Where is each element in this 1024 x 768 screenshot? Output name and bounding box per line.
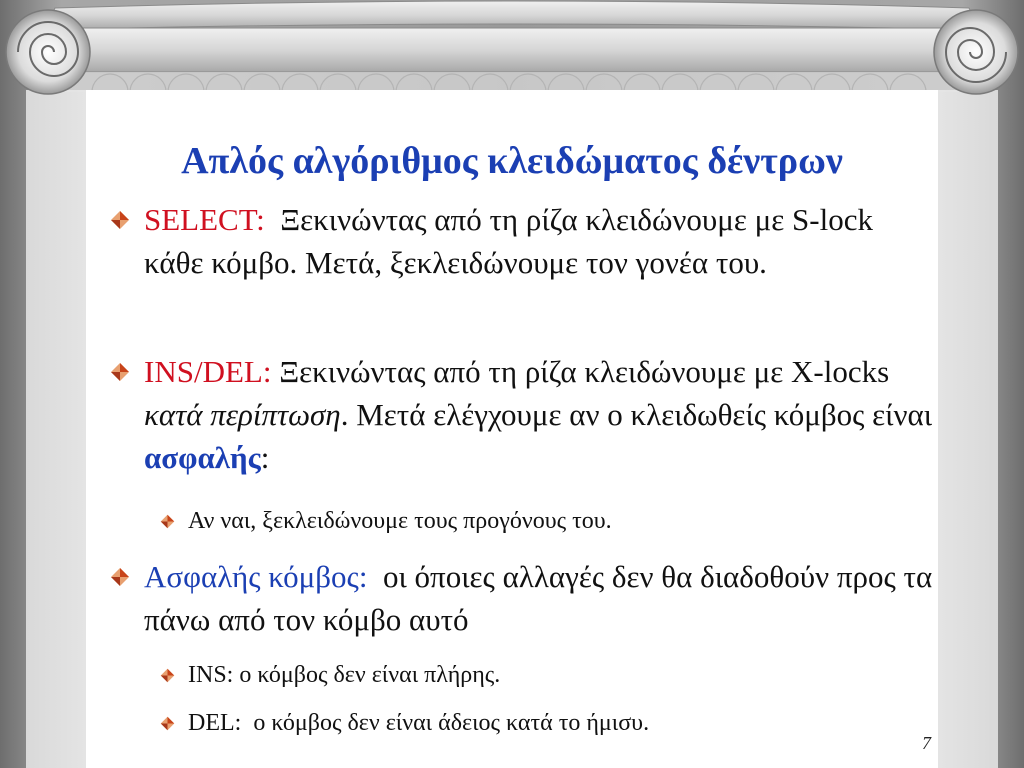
insdel-italic-text: κατά περίπτωση xyxy=(144,397,341,432)
diamond-bullet-icon xyxy=(110,567,130,587)
diamond-bullet-icon xyxy=(110,362,130,382)
insdel-bold-text: ασφαλής xyxy=(144,440,261,475)
sub-bullet-text: Αν ναι, ξεκλειδώνουμε τους προγόνους του. xyxy=(188,508,612,534)
select-label: SELECT: xyxy=(144,202,265,237)
diamond-bullet-icon xyxy=(160,514,175,529)
safe-node-text: οι όποιες αλλαγές δεν θα διαδοθούν προς τα πάνω από τον κόμβο αυτό xyxy=(144,559,940,637)
page-number: 7 xyxy=(922,733,931,753)
sub-bullet-text: INS: ο κόμβος δεν είναι πλήρης. xyxy=(188,662,501,688)
bullet-safe-node xyxy=(110,555,940,641)
diamond-bullet-icon xyxy=(160,668,175,683)
bullet-select xyxy=(110,198,940,284)
sub-bullet-safe-del xyxy=(160,708,940,738)
insdel-label: INS/DEL: xyxy=(144,354,272,389)
insdel-text-after: : xyxy=(260,440,270,475)
sub-bullet-insdel-1 xyxy=(160,506,940,536)
bullet-insdel xyxy=(110,350,940,479)
left-volute-icon xyxy=(6,10,90,94)
ionic-capital-decoration xyxy=(0,0,1024,95)
slide-title: Απλός αλγόριθμος κλειδώματος δέντρων xyxy=(181,140,843,182)
diamond-bullet-icon xyxy=(160,716,175,731)
sub-bullet-safe-ins xyxy=(160,660,940,690)
diamond-bullet-icon xyxy=(110,210,130,230)
insdel-text-before: Ξεκινώντας από τη ρίζα κλειδώνουμε με X-locks xyxy=(271,354,897,389)
sub-bullet-text: DEL: ο κόμβος δεν είναι άδειος κατά το ήμισυ. xyxy=(188,710,650,736)
insdel-text-middle: . Μετά ελέγχουμε αν ο κλειδωθείς κόμβος είναι xyxy=(340,397,940,432)
select-text: Ξεκινώντας από τη ρίζα κλειδώνουμε με S-lock κάθε κόμβο. Μετά, ξεκλειδώνουμε τον γονέα του. xyxy=(144,202,881,280)
safe-node-label: Ασφαλής κόμβος: xyxy=(144,559,368,594)
right-volute-icon xyxy=(934,10,1018,94)
